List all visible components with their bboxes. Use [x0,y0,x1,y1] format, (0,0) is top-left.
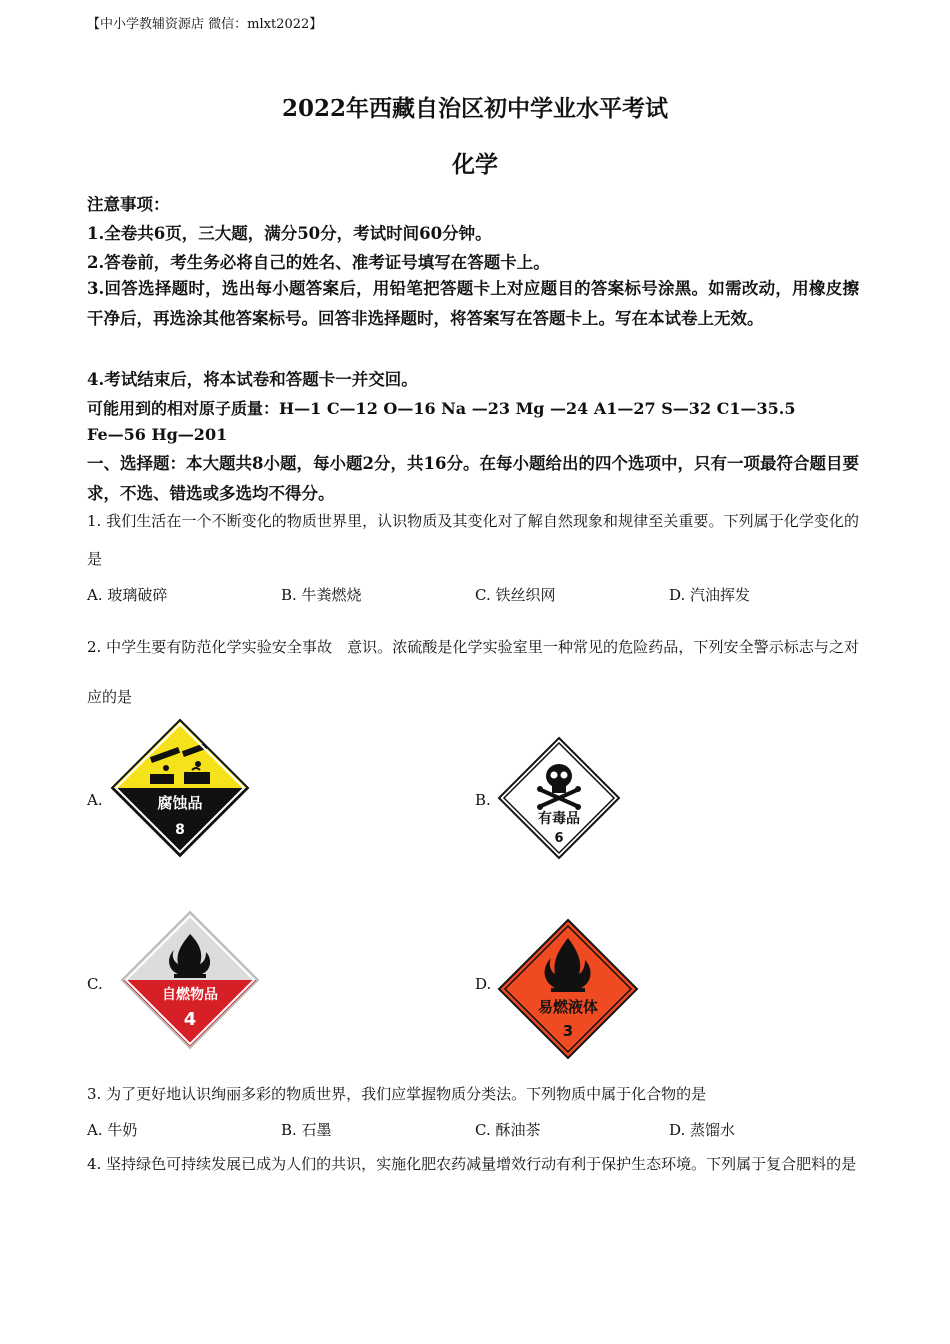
notice-item-4: 4.考试结束后，将本试卷和答题卡一并交回。 [87,370,418,389]
q2-option-c: C. [87,975,103,993]
question-1-stem: 1. 我们生活在一个不断变化的物质世界里，认识物质及其变化对了解自然现象和规律至关重要。下列属于化学变化的是 [87,512,859,568]
subject-title: 化学 [452,151,498,178]
question-2-stem: 2. 中学生要有防范化学实验安全事故 意识。浓硫酸是化学实验室里一种常见的危险药品，下列安全警示标志与之对应的是 [87,638,859,706]
question-4-stem: 4. 坚持绿色可持续发展已成为人们的共识，实施化肥农药减量增效行动有利于保护生态环境。下列属于复合肥料的是 [87,1155,857,1173]
q3-option-d: D. 蒸馏水 [669,1121,736,1139]
q1-option-b: B. 牛粪燃烧 [281,586,362,604]
question-3-stem: 3. 为了更好地认识绚丽多彩的物质世界，我们应掌握物质分类法。下列物质中属于化合物的是 [87,1085,707,1103]
corrosive-sign-number: 8 [175,822,185,838]
toxic-sign [497,736,621,860]
q1-option-c: C. 铁丝织网 [475,586,556,604]
q1-option-d: D. 汽油挥发 [669,586,751,604]
notice-item-2: 2.答卷前，考生务必将自己的姓名、准考证号填写在答题卡上。 [87,253,550,272]
q2-option-d: D. [475,975,492,993]
notice-item-3: 3.回答选择题时，选出每小题答案后，用铅笔把答题卡上对应题目的答案标号涂黑。如需改动，用橡皮擦干净后，再选涂其他答案标号。回答非选择题时，将答案写在答题卡上。写在本试卷上无效。 [87,279,859,328]
atomic-masses-line-2: Fe—56 Hg—201 [87,425,228,444]
header-note: 【中小学教辅资源店 微信：mlxt2022】 [87,17,323,32]
q3-option-c: C. 酥油茶 [475,1121,541,1139]
q2-option-a: A. [87,791,103,809]
flammable-liquid-sign-number: 3 [562,1022,574,1040]
q1-option-a: A. 玻璃破碎 [87,586,168,604]
atomic-masses-line-1: 可能用到的相对原子质量：H—1 C—12 O—16 Na —23 Mg —24 A1—27 S—32 C1—35.5 [87,399,796,418]
flammable-liquid-sign-text: 易燃液体 [537,998,599,1016]
q2-option-b: B. [475,791,491,809]
spontaneous-combustion-sign-number: 4 [183,1009,197,1030]
q3-option-b: B. 石墨 [281,1121,332,1139]
toxic-sign-text: 有毒品 [538,811,580,827]
exam-title: 2022年西藏自治区初中学业水平考试 [281,95,668,122]
corrosive-sign-text: 腐蚀品 [157,794,203,812]
notice-heading: 注意事项： [87,195,170,214]
flammable-liquid-sign [497,918,639,1060]
section1-heading: 一、选择题：本大题共8小题，每小题2分，共16分。在每小题给出的四个选项中，只有一项最符合题目要求，不选、错选或多选均不得分。 [87,454,859,503]
toxic-sign-number: 6 [554,831,564,846]
notice-item-1: 1.全卷共6页，三大题，满分50分，考试时间60分钟。 [87,224,492,243]
spontaneous-combustion-sign [120,910,260,1050]
corrosive-sign [110,718,250,858]
spontaneous-combustion-sign-text: 自燃物品 [162,987,218,1003]
q3-option-a: A. 牛奶 [87,1121,138,1139]
